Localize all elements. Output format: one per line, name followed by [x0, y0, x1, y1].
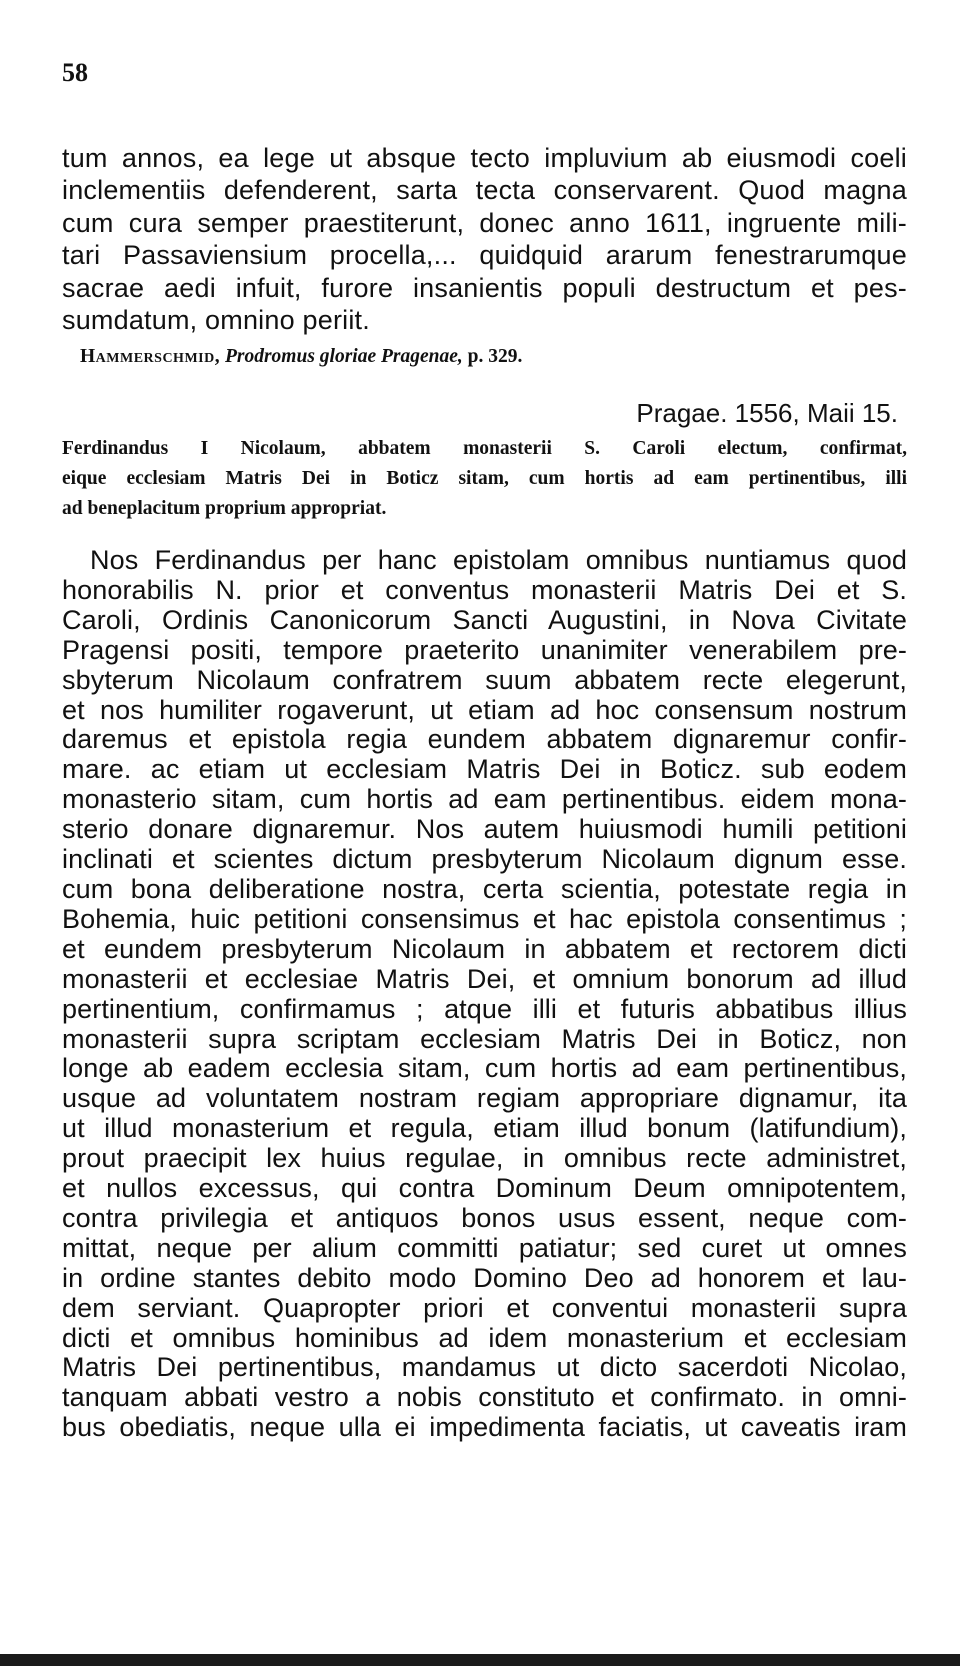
charter-line: Bohemia, huic petitioni consensimus et hac epistola consentimus ;: [62, 903, 907, 934]
charter-line: Nos Ferdinandus per hanc epistolam omnibus nuntiamus quod: [90, 545, 907, 575]
charter-line: sterio donare dignaremur. Nos autem huiusmodi humili petitioni: [62, 814, 907, 845]
charter-line: et nos humiliter rogaverunt, ut etiam ad hoc consensum nostrum: [62, 694, 907, 725]
citation-author: Hammerschmid,: [80, 346, 221, 367]
charter-place-date: Pragae. 1556, Maii 15.: [636, 398, 898, 428]
source-citation: [80, 346, 522, 368]
charter-line: pertinentium, confirmamus ; atque illi et futuris abbatibus illius: [62, 993, 907, 1024]
text-line: tari Passaviensium procella,... quidquid ararum fenestrarumque: [62, 240, 907, 271]
charter-line: bus obediatis, neque ulla ei impedimenta faciatis, ut caveatis iram: [62, 1412, 907, 1443]
charter-line: Caroli, Ordinis Canonicorum Sancti Augustini, in Nova Civitate: [62, 604, 907, 635]
text-line: tum annos, ea lege ut absque tecto impluvium ab eiusmodi coeli: [62, 143, 907, 173]
charter-line: Matris Dei pertinentibus, mandamus ut dicto sacerdoti Nicolao,: [62, 1352, 907, 1383]
charter-line: in ordine stantes debito modo Domino Deo ad honorem et lau-: [62, 1262, 907, 1293]
charter-text: [62, 546, 907, 1443]
scan-bottom-edge: [0, 1654, 960, 1666]
charter-line: Pragensi positi, tempore praeterito unanimiter venerabilem pre-: [62, 634, 907, 665]
charter-line: et nullos excessus, qui contra Dominum Deum omnipotentem,: [62, 1173, 907, 1204]
charter-line: honorabilis N. prior et conventus monasterii Matris Dei et S.: [62, 574, 907, 605]
charter-line: dem serviant. Quapropter priori et conventui monasterii supra: [62, 1292, 907, 1323]
charter-line: inclinati et scientes dictum presbyterum Nicolaum dignum esse.: [62, 844, 907, 875]
charter-line: prout praecipit lex huius regulae, in omnibus recte administret,: [62, 1143, 907, 1174]
summary-line: eique ecclesiam Matris Dei in Boticz sitam, cum hortis ad eam pertinentibus, illi: [62, 468, 907, 489]
summary-line: Ferdinandus I Nicolaum, abbatem monasterii S. Caroli electum, confirmat,: [62, 438, 907, 459]
top-paragraph: [62, 142, 907, 336]
charter-line: mare. ac etiam ut ecclesiam Matris Dei in Boticz. sub eodem: [62, 754, 907, 785]
charter-line: ut illud monasterium et regula, etiam illud bonum (latifundium),: [62, 1113, 907, 1144]
charter-line: dicti et omnibus hominibus ad idem monasterium et ecclesiam: [62, 1322, 907, 1353]
text-line: inclementiis defenderent, sarta tecta conservarent. Quod magna: [62, 175, 907, 206]
charter-line: tanquam abbati vestro a nobis constituto et confirmato. in omni-: [62, 1382, 907, 1413]
page-number: 58: [62, 58, 88, 87]
charter-line: et eundem presbyterum Nicolaum in abbatem et rectorem dicti: [62, 933, 907, 964]
citation-work: Prodromus gloriae Pragenae,: [224, 346, 463, 367]
charter-line: mittat, neque per alium committi patiatur; sed curet ut omnes: [62, 1232, 907, 1263]
charter-summary: [62, 434, 907, 524]
text-line: sacrae aedi infuit, furore insanientis populi destructum et pes-: [62, 272, 907, 303]
charter-line: monasterio sitam, cum hortis ad eam pertinentibus. eidem mona-: [62, 784, 907, 815]
charter-line: sbyterum Nicolaum confratrem suum abbatem recte elegerunt,: [62, 664, 907, 695]
charter-line: monasterii et ecclesiae Matris Dei, et omnium bonorum ad illud: [62, 963, 907, 994]
charter-line: longe ab eadem ecclesia sitam, cum hortis ad eam pertinentibus,: [62, 1053, 907, 1084]
charter-line: usque ad voluntatem nostram regiam appropriare dignamur, ita: [62, 1083, 907, 1114]
charter-line: monasterii supra scriptam ecclesiam Matris Dei in Boticz, non: [62, 1023, 907, 1054]
charter-line: cum bona deliberatione nostra, certa scientia, potestate regia in: [62, 873, 907, 904]
text-line: sumdatum, omnino periit.: [62, 305, 370, 336]
charter-line: contra privilegia et antiquos bonos usus essent, neque com-: [62, 1202, 907, 1233]
summary-line: ad beneplacitum proprium appropriat.: [62, 498, 387, 519]
charter-line: daremus et epistola regia eundem abbatem dignaremur confir-: [62, 724, 907, 755]
text-line: cum cura semper praestiterunt, donec anno 1611, ingruente mili-: [62, 207, 907, 238]
citation-page: p. 329.: [467, 346, 523, 367]
